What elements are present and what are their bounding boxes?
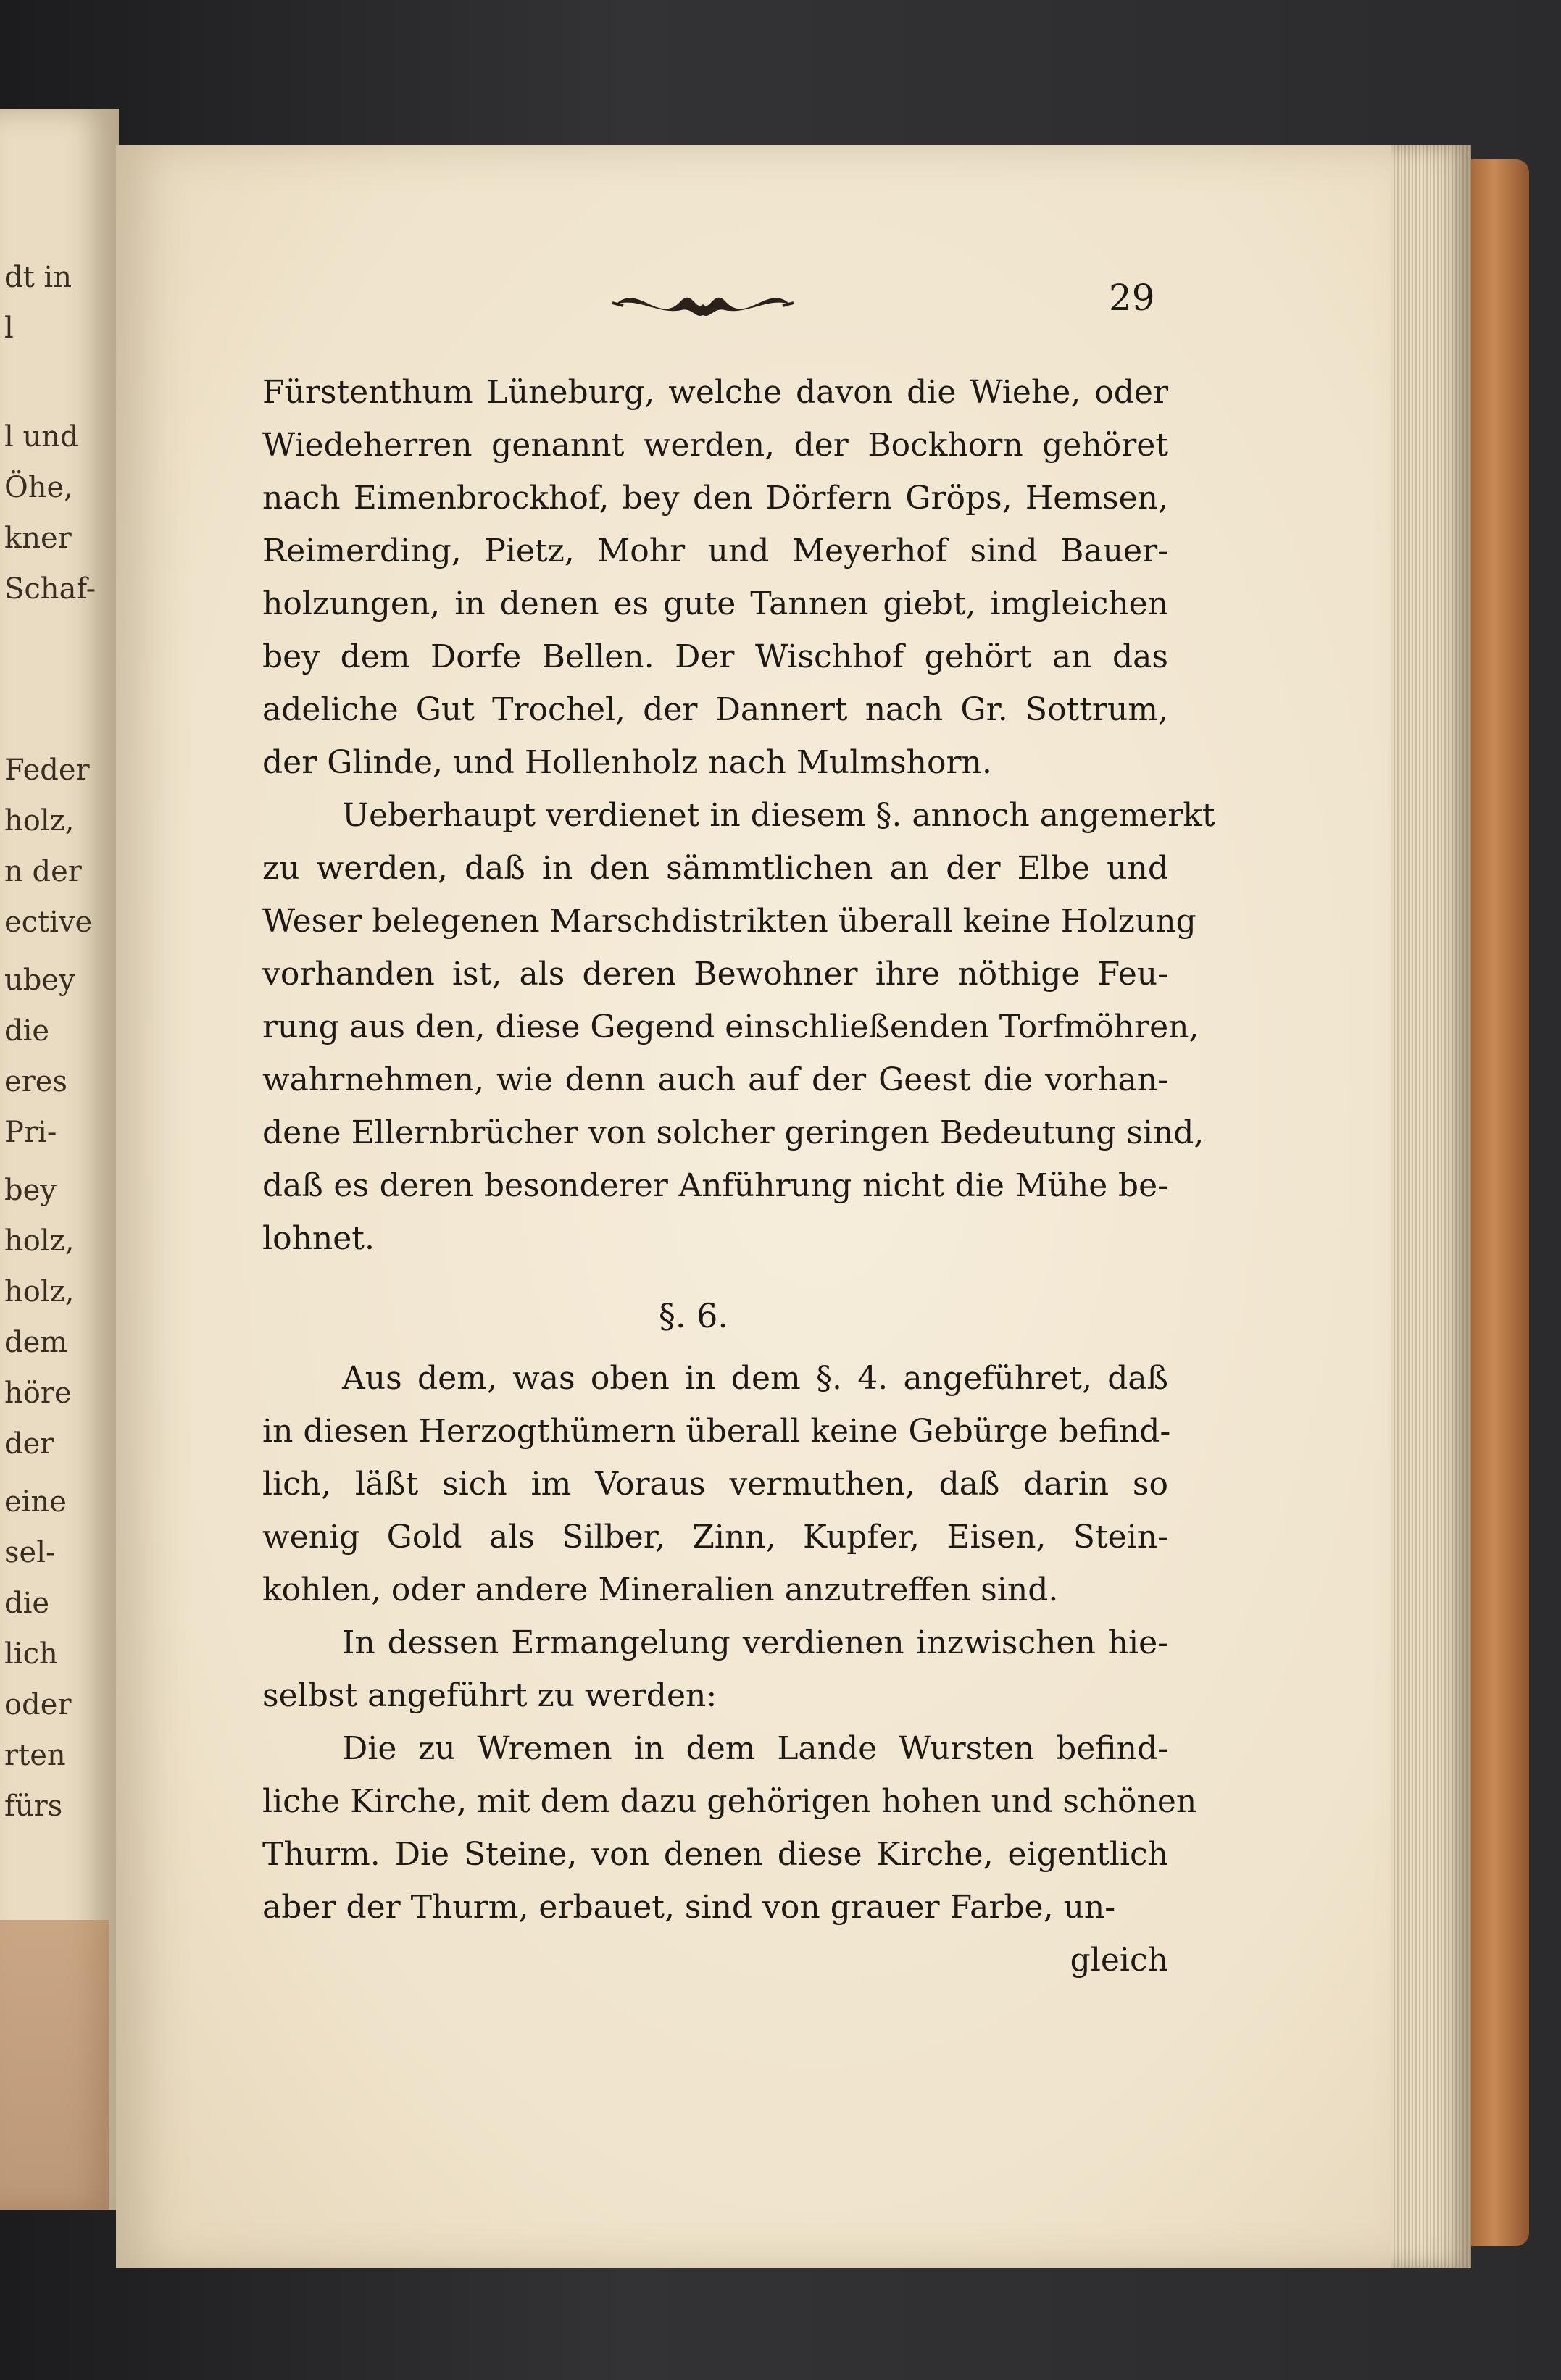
left-page-fragment-text: bey	[4, 1174, 57, 1207]
text-line: nach Eimenbrockhof, bey den Dörfern Gröps, Hemsen,	[262, 480, 1168, 517]
text-line: rung aus den, diese Gegend einschließenden Torfmöhren,	[262, 1009, 1199, 1045]
text-line: Reimerding, Pietz, Mohr und Meyerhof sind Bauer-	[262, 533, 1168, 569]
paragraph-5	[262, 1722, 1197, 1934]
left-page-fragment-text: dem	[4, 1326, 68, 1359]
text-line: dene Ellernbrücher von solcher geringen Bedeutung sind,	[262, 1114, 1204, 1151]
left-page-fragment-text: oder	[4, 1688, 72, 1721]
text-line: Wiedeherren genannt werden, der Bockhorn gehöret	[262, 427, 1168, 464]
left-page-edge	[0, 1920, 109, 2210]
text-line: selbst angeführt zu werden:	[262, 1677, 717, 1714]
left-page-fragment-text: rten	[4, 1739, 66, 1772]
text-line: In dessen Ermangelung verdienen inzwischen hie-	[342, 1624, 1168, 1661]
text-line: Thurm. Die Steine, von denen diese Kirche, eigentlich	[262, 1836, 1168, 1873]
left-page-fragment-text: höre	[4, 1377, 72, 1410]
left-page-fragment-text: Feder	[4, 753, 90, 787]
left-page-fragment-text: eine	[4, 1485, 67, 1519]
left-page-fragment-text: eres	[4, 1065, 67, 1098]
text-line: aber der Thurm, erbauet, sind von grauer Farbe, un-	[262, 1889, 1116, 1926]
paragraph-3	[262, 1352, 1171, 1616]
text-line: daß es deren besonderer Anführung nicht die Mühe be-	[262, 1167, 1168, 1204]
text-line: Die zu Wremen in dem Lande Wursten befind-	[342, 1730, 1168, 1767]
text-line: lich, läßt sich im Voraus vermuthen, daß darin so	[262, 1466, 1168, 1503]
text-line: Ueberhaupt verdienet in diesem §. annoch angemerkt	[342, 797, 1215, 834]
text-line: vorhanden ist, als deren Bewohner ihre nöthige Feu-	[262, 956, 1168, 993]
text-line: wahrnehmen, wie denn auch auf der Geest die vorhan-	[262, 1061, 1168, 1098]
left-page-fragment-text: kner	[4, 522, 72, 555]
catchword: gleich	[1070, 1942, 1168, 1979]
left-page-fragment-text: die	[4, 1014, 50, 1048]
text-line: liche Kirche, mit dem dazu gehörigen hohen und schönen	[262, 1783, 1197, 1820]
left-page-fragment-text: dt in	[4, 261, 72, 294]
text-line: adeliche Gut Trochel, der Dannert nach Gr. Sottrum,	[262, 691, 1168, 728]
left-page-fragment-text: fürs	[4, 1790, 63, 1823]
page-body	[262, 366, 1215, 1987]
section-heading: §. 6.	[658, 1296, 729, 1335]
left-page-fragment	[0, 109, 119, 2210]
text-line: lohnet.	[262, 1220, 375, 1257]
text-line: holzungen, in denen es gute Tannen giebt, imgleichen	[262, 585, 1168, 622]
left-page-fragment-text: n der	[4, 855, 82, 888]
left-page-fragment-text: ective	[4, 906, 93, 939]
text-line: kohlen, oder andere Mineralien anzutreffen sind.	[262, 1571, 1059, 1608]
left-page-fragment-text: holz,	[4, 804, 75, 838]
left-page-fragment-text: Öhe,	[4, 471, 73, 504]
page-number: 29	[1109, 277, 1155, 319]
left-page-fragment-text: lich	[4, 1637, 58, 1671]
left-page-fragment-text: ubey	[4, 964, 75, 997]
book-cover-edge	[1471, 159, 1529, 2246]
text-line: in diesen Herzogthümern überall keine Gebürge befind-	[262, 1413, 1171, 1450]
paragraph-4	[262, 1616, 1168, 1722]
left-page-fragment-text: Pri-	[4, 1116, 57, 1149]
page-block-edges	[1391, 145, 1471, 2268]
text-line: der Glinde, und Hollenholz nach Mulmshorn.	[262, 744, 992, 781]
text-line: Fürstenthum Lüneburg, welche davon die Wiehe, oder	[262, 374, 1168, 411]
text-line: Weser belegenen Marschdistrikten überall keine Holzung	[262, 903, 1196, 940]
left-page-fragment-text: die	[4, 1587, 50, 1620]
paragraph-1	[262, 366, 1168, 789]
header-ornament	[609, 275, 797, 333]
paragraph-2	[262, 789, 1215, 1265]
text-line: bey dem Dorfe Bellen. Der Wischhof gehört an das	[262, 638, 1168, 675]
text-line: Aus dem, was oben in dem §. 4. angeführet, daß	[342, 1360, 1168, 1397]
text-line: wenig Gold als Silber, Zinn, Kupfer, Eisen, Stein-	[262, 1519, 1168, 1556]
left-page-fragment-text: l und	[4, 420, 79, 454]
left-page-fragment-text: der	[4, 1427, 54, 1461]
text-line: zu werden, daß in den sämmtlichen an der Elbe und	[262, 850, 1168, 887]
left-page-fragment-text: sel-	[4, 1536, 56, 1569]
left-page-fragment-text: holz,	[4, 1224, 75, 1258]
left-page-fragment-text: l	[4, 312, 14, 345]
left-page-fragment-text: Schaf-	[4, 572, 96, 606]
left-page-fragment-text: holz,	[4, 1275, 75, 1308]
